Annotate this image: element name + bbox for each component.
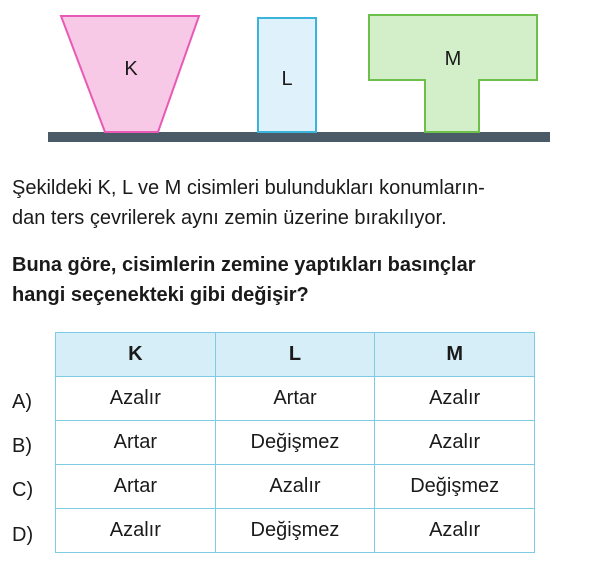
option-row-d[interactable] — [56, 509, 535, 553]
cell-b-k: Artar — [56, 421, 216, 465]
option-row-a[interactable] — [56, 377, 535, 421]
cell-d-k: Azalır — [56, 509, 216, 553]
header-m: M — [375, 333, 535, 377]
object-m-shape — [369, 15, 537, 132]
question-text-line2: dan ters çevrilerek aynı zemin üzerine bırakılıyor. — [12, 207, 447, 229]
option-label-b[interactable]: B) — [12, 435, 32, 457]
header-k: K — [56, 333, 216, 377]
header-l: L — [215, 333, 375, 377]
question-text-line1: Şekildeki K, L ve M cisimleri bulundukları konumların- — [12, 177, 485, 199]
ground-surface — [48, 132, 550, 142]
object-k-label: K — [124, 58, 138, 80]
answer-table — [55, 332, 535, 553]
cell-d-l: Değişmez — [215, 509, 375, 553]
cell-b-m: Azalır — [375, 421, 535, 465]
question-prompt-line1: Buna göre, cisimlerin zemine yaptıkları basınçlar — [12, 254, 476, 276]
option-label-c[interactable]: C) — [12, 479, 34, 501]
cell-d-m: Azalır — [375, 509, 535, 553]
object-l-label: L — [281, 68, 293, 90]
cell-c-l: Azalır — [215, 465, 375, 509]
object-m-label: M — [444, 48, 462, 70]
option-row-b[interactable] — [56, 421, 535, 465]
question-text — [12, 173, 590, 233]
cell-b-l: Değişmez — [215, 421, 375, 465]
option-label-d[interactable]: D) — [12, 524, 34, 546]
cell-a-k: Azalır — [56, 377, 216, 421]
cell-a-l: Artar — [215, 377, 375, 421]
cell-c-m: Değişmez — [375, 465, 535, 509]
cell-c-k: Artar — [56, 465, 216, 509]
option-label-a[interactable]: A) — [12, 391, 32, 413]
option-row-c[interactable] — [56, 465, 535, 509]
physics-figure — [0, 0, 595, 150]
question-prompt — [12, 250, 590, 310]
cell-a-m: Azalır — [375, 377, 535, 421]
table-header-row — [56, 333, 535, 377]
question-prompt-line2: hangi seçenekteki gibi değişir? — [12, 284, 309, 306]
